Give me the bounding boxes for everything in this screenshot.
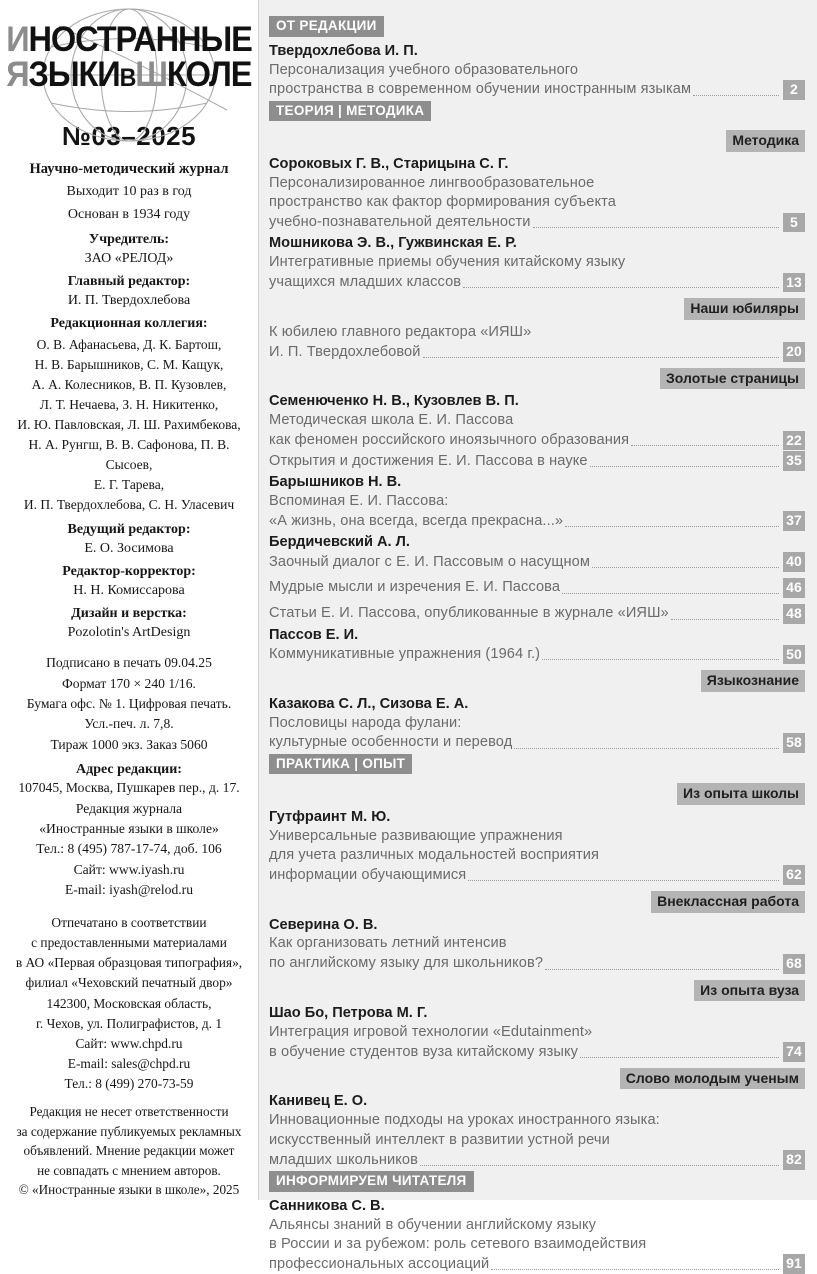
rubric-linguistics[interactable]: Языкознание	[701, 670, 805, 691]
disclaimer-line: за содержание публикуемых рекламных	[16, 1123, 242, 1139]
entry-title-line	[269, 193, 805, 212]
logo-glyph-ya: Я	[6, 54, 29, 94]
dot-leader	[468, 880, 779, 881]
entry-authors: Бердичевский А. Л.	[269, 534, 410, 551]
rubric-anniversaries[interactable]: Наши юбиляры	[684, 298, 805, 319]
printer-line: г. Чехов, ул. Полиграфистов, д. 1	[35, 1015, 223, 1031]
board-member-line: И. Ю. Павловская, Л. Ш. Рахимбекова,	[17, 416, 241, 432]
entry-authors: Гутфраинт М. Ю.	[269, 808, 391, 825]
board-member-line: Н. А. Рунгш, В. В. Сафонова, П. В. Сысоев,	[28, 436, 230, 472]
page-number-badge[interactable]: 91	[783, 1254, 805, 1274]
page-number-badge[interactable]: 5	[783, 213, 805, 233]
rubric-golden-pages[interactable]: Золотые страницы	[660, 368, 805, 389]
dot-leader	[533, 227, 779, 228]
entry-title-text: информации обучающимися	[269, 866, 467, 883]
entry-title-text: как феномен российского иноязычного образования	[269, 431, 630, 448]
entry-title-line	[269, 61, 805, 80]
entry-title-line	[269, 733, 805, 753]
page-number-badge[interactable]: 13	[783, 273, 805, 293]
entry-title-line	[269, 342, 805, 362]
dot-leader	[514, 748, 779, 749]
entry-title-text: Статьи Е. И. Пассова, опубликованные в журнале «ИЯШ»	[269, 605, 669, 622]
toc-entry[interactable]	[269, 392, 805, 450]
dot-leader	[463, 287, 779, 288]
entry-title-text: Пословицы народа фулани:	[269, 714, 462, 731]
entry-title-line	[269, 253, 805, 272]
page-number-badge[interactable]: 68	[783, 954, 805, 974]
rubric-methodology[interactable]: Методика	[726, 130, 805, 151]
entry-authors: Канивец Е. О.	[269, 1093, 368, 1110]
proofreader-label: Редактор-корректор:	[62, 563, 196, 579]
editor-in-chief-label: Главный редактор:	[67, 273, 191, 289]
toc-entry[interactable]	[269, 234, 805, 292]
toc-entry[interactable]	[269, 1197, 805, 1274]
entry-title-text: в России и за рубежом: роль сетевого взаимодействия	[269, 1235, 647, 1252]
entry-title-line	[269, 80, 805, 100]
page-number-badge[interactable]: 22	[783, 431, 805, 451]
editorial-address-label: Адрес редакции:	[76, 762, 182, 778]
entry-title-text: Мудрые мысли и изречения Е. И. Пассова	[269, 579, 561, 596]
printer-website[interactable]: Сайт: www.chpd.ru	[75, 1035, 183, 1051]
print-info-line: Подписано в печать 09.04.25	[46, 655, 212, 671]
proofreader-value: Н. Н. Комиссарова	[73, 582, 185, 598]
section-banner-practice-experience[interactable]: ПРАКТИКА | ОПЫТ	[269, 754, 412, 775]
page-number-badge[interactable]: 46	[783, 578, 805, 598]
page-number-badge[interactable]: 2	[783, 80, 805, 100]
section-banner-editorial[interactable]: ОТ РЕДАКЦИИ	[269, 16, 384, 37]
toc-entry[interactable]	[269, 626, 805, 665]
board-member-line: О. В. Афанасьева, Д. К. Бартош,	[36, 336, 222, 352]
board-member-line: Е. Г. Тарева,	[93, 476, 165, 492]
entry-title-line	[269, 213, 805, 233]
printer-line: Отпечатано в соответствии	[51, 915, 207, 931]
journal-frequency: Выходит 10 раз в год	[66, 183, 192, 199]
entry-title-line	[269, 645, 805, 665]
entry-authors: Пассов Е. И.	[269, 626, 359, 643]
toc-entry[interactable]	[269, 473, 805, 531]
entry-title-line	[269, 1131, 805, 1150]
print-info-line: Тираж 1000 экз. Заказ 5060	[50, 736, 208, 752]
entry-title-text: Персонализация учебного образовательного	[269, 61, 579, 78]
entry-title-line	[269, 273, 805, 293]
entry-title-line	[269, 492, 805, 511]
address-email[interactable]: E-mail: iyash@relod.ru	[64, 882, 194, 898]
entry-title-line	[269, 411, 805, 430]
entry-title-text: Заочный диалог с Е. И. Пассовым о насущном	[269, 553, 591, 570]
address-line: «Иностранные языки в школе»	[39, 820, 219, 836]
entry-title-text: Универсальные развивающие упражнения	[269, 827, 563, 844]
rubric-young-scholars[interactable]: Слово молодым ученым	[620, 1068, 805, 1089]
journal-kind: Научно-методический журнал	[29, 160, 229, 177]
editor-in-chief-value: И. П. Твердохлебова	[67, 292, 191, 308]
printer-line: филиал «Чеховский печатный двор»	[25, 975, 233, 991]
imprint-sidebar	[0, 0, 258, 1200]
page-number-badge[interactable]: 50	[783, 645, 805, 665]
managing-editor-value: Е. О. Зосимова	[84, 540, 174, 556]
dot-leader	[491, 1269, 779, 1270]
entry-title-text: К юбилею главного редактора «ИЯШ»	[269, 323, 532, 340]
entry-authors: Шао Бо, Петрова М. Г.	[269, 1004, 428, 1021]
toc-entry[interactable]	[269, 916, 805, 974]
entry-title-text: в обучение студентов вуза китайскому языку	[269, 1043, 579, 1060]
entry-title-text: пространство как фактор формирования субъекта	[269, 194, 616, 211]
page-number-badge[interactable]: 20	[783, 342, 805, 362]
entry-authors: Твердохлебова И. П.	[269, 42, 418, 59]
print-info-line: Усл.-печ. л. 7,8.	[84, 716, 174, 732]
entry-title-line	[269, 1235, 805, 1254]
toc-entry[interactable]	[269, 1004, 805, 1062]
design-label: Дизайн и верстка:	[71, 605, 187, 621]
rubric-row	[269, 891, 805, 912]
founder-value: ЗАО «РЕЛОД»	[84, 250, 174, 266]
entry-authors: Мошникова Э. В., Гужвинская Е. Р.	[269, 235, 517, 252]
dot-leader	[580, 1057, 779, 1058]
managing-editor-label: Ведущий редактор:	[67, 521, 191, 537]
design-value: Pozolotin's ArtDesign	[67, 624, 191, 640]
printer-line: с предоставленными материалами	[31, 935, 227, 951]
toc-entry[interactable]	[269, 695, 805, 753]
rubric-row	[269, 368, 805, 389]
printer-line: в АО «Первая образцовая типография»,	[15, 955, 243, 971]
entry-title-text: Персонализированное лингвообразовательное	[269, 174, 595, 191]
entry-title-line	[269, 1023, 805, 1042]
entry-authors: Санникова С. В.	[269, 1197, 385, 1214]
page-number-badge[interactable]: 62	[783, 865, 805, 885]
board-member-line: А. А. Колесников, В. П. Кузовлев,	[31, 376, 227, 392]
entry-title-line	[269, 323, 805, 342]
entry-authors: Казакова С. Л., Сизова Е. А.	[269, 695, 469, 712]
rubric-row	[269, 670, 805, 691]
dot-leader	[565, 526, 779, 527]
address-website[interactable]: Сайт: www.iyash.ru	[73, 861, 185, 877]
entry-title-line	[269, 1111, 805, 1130]
section-banner-reader-info[interactable]: ИНФОРМИРУЕМ ЧИТАТЕЛЯ	[269, 1171, 474, 1192]
issue-number: №03–2025	[61, 120, 197, 151]
dot-leader	[671, 619, 779, 620]
entry-title-line	[269, 604, 805, 624]
printer-info	[16, 913, 242, 1094]
entry-title-line	[269, 714, 805, 733]
toc-entry[interactable]	[269, 1092, 805, 1170]
editorial-board-label: Редакционная коллегия:	[50, 315, 208, 331]
entry-title-text: Методическая школа Е. И. Пассова	[269, 412, 514, 429]
printer-line: 142300, Московская область,	[46, 995, 212, 1011]
entry-title-line	[269, 511, 805, 531]
founder-label: Учредитель:	[88, 231, 170, 247]
entry-title-line	[269, 827, 805, 846]
logo-rest-v: В	[119, 63, 136, 92]
entry-authors: Барышников Н. В.	[269, 474, 402, 491]
entry-title-text: «А жизнь, она всегда, всегда прекрасна...»	[269, 512, 564, 529]
toc-entry[interactable]	[269, 42, 805, 100]
dot-leader	[590, 466, 779, 467]
table-of-contents	[258, 0, 817, 1272]
entry-title-text: профессиональных ассоциаций	[269, 1255, 490, 1272]
address-line: 107045, Москва, Пушкарев пер., д. 17.	[18, 780, 240, 796]
entry-authors: Сороковых Г. В., Старицына С. Г.	[269, 155, 509, 172]
entry-title-line	[269, 1042, 805, 1062]
toc-entry[interactable]	[269, 533, 805, 572]
journal-logo	[6, 6, 252, 109]
entry-title-text: Интеграция игровой технологии «Edutainment»	[269, 1023, 593, 1040]
entry-title-text: учебно-познавательной деятельности	[269, 213, 531, 230]
logo-glyph-i: И	[6, 20, 29, 60]
copyright-line: © «Иностранные языки в школе», 2025	[18, 1182, 240, 1198]
logo-rest-zyki: ЗЫКИ	[28, 54, 120, 94]
entry-title-line	[269, 1216, 805, 1235]
toc-entry[interactable]	[269, 808, 805, 886]
section-banner-theory-methodology[interactable]: ТЕОРИЯ | МЕТОДИКА	[269, 101, 431, 122]
rubric-row	[269, 980, 805, 1001]
page-number-badge[interactable]: 58	[783, 733, 805, 753]
entry-title-line	[269, 954, 805, 974]
entry-title-text: Инновационные подходы на уроках иностранного языка:	[269, 1112, 660, 1129]
legal-disclaimer	[16, 1102, 241, 1200]
entry-authors: Семенюченко Н. В., Кузовлев В. П.	[269, 393, 519, 410]
address-line: Редакция журнала	[75, 800, 183, 816]
rubric-row	[269, 298, 805, 319]
entry-title-text: Как организовать летний интенсив	[269, 935, 507, 952]
entry-title-text: Вспоминая Е. И. Пассова:	[269, 493, 449, 510]
rubric-row	[269, 1068, 805, 1089]
dot-leader	[562, 593, 779, 594]
entry-authors: Северина О. В.	[269, 916, 378, 933]
dot-leader	[693, 95, 779, 96]
toc-entry[interactable]	[269, 155, 805, 233]
rubric-extracurricular[interactable]: Внеклассная работа	[651, 891, 805, 912]
dot-leader	[592, 567, 779, 568]
disclaimer-line: объявлений. Мнение редакции может	[23, 1143, 235, 1159]
toc-entry[interactable]	[269, 451, 805, 471]
disclaimer-line: не совпадать с мнением авторов.	[37, 1162, 221, 1178]
entry-title-line	[269, 1150, 805, 1170]
entry-title-text: Альянсы знаний в обучении английскому языку	[269, 1216, 597, 1233]
print-info	[27, 653, 231, 755]
logo-glyph-sh: Ш	[135, 54, 168, 94]
logo-rest-kole: КОЛЕ	[167, 54, 252, 94]
entry-title-text: пространства в современном обучении иностранным языкам	[269, 81, 692, 98]
page-number-badge[interactable]: 74	[783, 1042, 805, 1062]
entry-title-text: по английскому языку для школьников?	[269, 955, 544, 972]
dot-leader	[420, 1165, 779, 1166]
entry-title-line	[269, 552, 805, 572]
board-member-line: Н. В. Барышников, С. М. Кащук,	[34, 356, 224, 372]
entry-title-text: искусственный интеллект в развитии устной речи	[269, 1131, 610, 1148]
printer-phone: Тел.: 8 (499) 270-73-59	[64, 1076, 194, 1092]
dot-leader	[542, 659, 779, 660]
entry-title-text: младших школьников	[269, 1151, 418, 1168]
board-member-line: И. П. Твердохлебова, С. Н. Уласевич	[23, 496, 235, 512]
disclaimer-line: Редакция не несет ответственности	[29, 1104, 229, 1120]
entry-title-line	[269, 578, 805, 598]
entry-title-text: И. П. Твердохлебовой	[269, 343, 421, 360]
toc-entry[interactable]	[269, 578, 805, 598]
dot-leader	[423, 357, 779, 358]
printer-email[interactable]: E-mail: sales@chpd.ru	[67, 1055, 191, 1071]
entry-title-text: культурные особенности и перевод	[269, 734, 513, 751]
dot-leader	[631, 445, 779, 446]
board-member-line: Л. Т. Нечаева, З. Н. Никитенко,	[39, 396, 219, 412]
entry-title-text: Коммуникативные упражнения (1964 г.)	[269, 646, 541, 662]
logo-rest-line1: НОСТРАННЫЕ	[28, 20, 252, 60]
entry-title-line	[269, 451, 805, 471]
toc-entry[interactable]	[269, 323, 805, 362]
print-info-line: Бумага офс. № 1. Цифровая печать.	[26, 695, 232, 711]
page-number-badge[interactable]: 35	[783, 451, 805, 471]
page-number-badge[interactable]: 82	[783, 1150, 805, 1170]
print-info-line: Формат 170 × 240 1/16.	[62, 675, 196, 691]
address-phone: Тел.: 8 (495) 787-17-74, доб. 106	[36, 841, 222, 857]
entry-title-line	[269, 1254, 805, 1274]
rubric-university-experience[interactable]: Из опыта вуза	[694, 980, 805, 1001]
dot-leader	[545, 969, 779, 970]
page-number-badge[interactable]: 48	[783, 604, 805, 624]
page-number-badge[interactable]: 40	[783, 552, 805, 572]
rubric-row	[269, 783, 805, 804]
entry-title-line	[269, 846, 805, 865]
entry-title-line	[269, 865, 805, 885]
rubric-row	[269, 130, 805, 151]
page-number-badge[interactable]: 37	[783, 511, 805, 531]
entry-title-text: учащихся младших классов	[269, 274, 462, 291]
journal-founded: Основан в 1934 году	[67, 207, 191, 223]
editorial-address	[18, 778, 239, 900]
entry-title-line	[269, 431, 805, 451]
toc-entry[interactable]	[269, 604, 805, 624]
entry-title-text: для учета различных модальностей восприятия	[269, 847, 599, 864]
entry-title-line	[269, 934, 805, 953]
editorial-board-list	[10, 335, 248, 515]
entry-title-text: Открытия и достижения Е. И. Пассова в науке	[269, 452, 588, 469]
entry-title-text: Интегративные приемы обучения китайскому языку	[269, 254, 626, 271]
rubric-school-experience[interactable]: Из опыта школы	[677, 783, 805, 804]
entry-title-line	[269, 174, 805, 193]
